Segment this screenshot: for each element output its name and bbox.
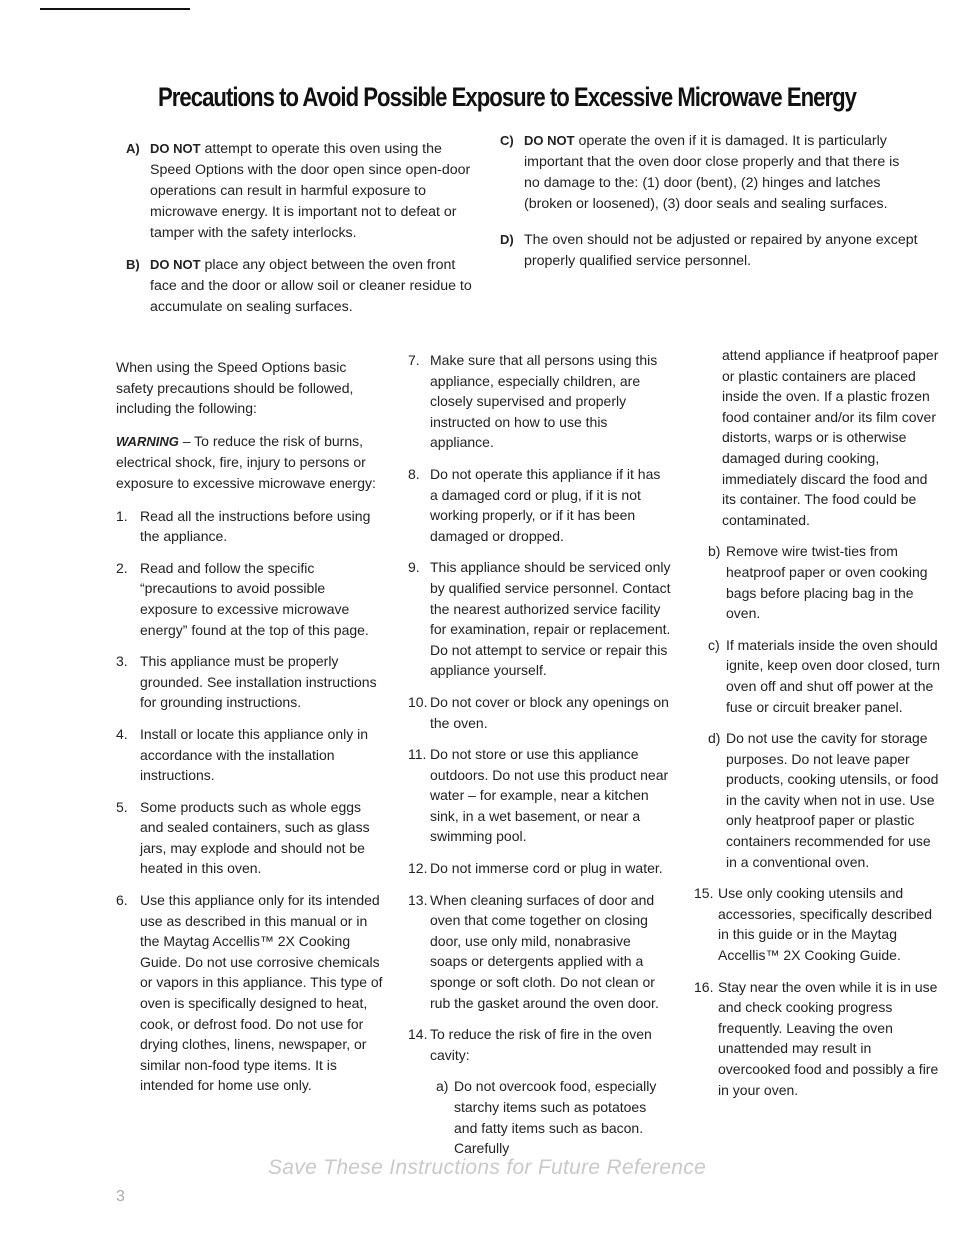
list-item: [694, 977, 944, 1101]
precautions-left: [126, 138, 486, 328]
sub-letter: c): [708, 636, 720, 653]
sub-letter: a): [436, 1078, 449, 1095]
item-text: To reduce the risk of fire in the oven cavity:: [430, 1026, 652, 1063]
list-item: [408, 1024, 672, 1065]
warning-label: WARNING: [116, 433, 179, 449]
precaution-text: attempt to operate this oven using the Speed Options with the door open since open-door operations can result in harmful exposure to microwave energy. It is important not to defeat or tamper with the safety interlocks.: [150, 141, 471, 241]
item-number: 5.: [116, 798, 128, 815]
sub-text: Do not use the cavity for storage purposes. Do not leave paper products, cooking utensils, or food in the cavity when not in use. Use only heatproof paper or plastic containers recommended for use in a conventional oven.: [726, 730, 939, 870]
item-number: 7.: [408, 352, 420, 368]
item-number: 2.: [116, 559, 128, 576]
precaution-c: [500, 130, 918, 215]
item-number: 9.: [408, 559, 420, 576]
item-text: Read and follow the specific “precautions to avoid possible exposure to excessive microwave energy” found at the top of this page.: [140, 559, 369, 638]
sub-item: [436, 1076, 672, 1158]
item-text: Use only cooking utensils and accessories, specifically described in this guide or in the Maytag Accellis™ 2X Cooking Guide.: [718, 885, 932, 964]
sub-text: If materials inside the oven should ignite, keep oven door closed, turn oven off and shut off power at the fuse or circuit breaker panel.: [726, 636, 941, 715]
item-text: Some products such as whole eggs and sealed containers, such as glass jars, may explode and should not be heated in this oven.: [140, 798, 370, 877]
list-item: [408, 557, 672, 681]
column-1: [116, 357, 384, 1107]
sub-text: Do not overcook food, especially starchy items such as potatoes and fatty items such as bacon. Carefully: [454, 1078, 657, 1157]
item-text: Install or locate this appliance only in accordance with the installation instructions.: [140, 725, 369, 784]
list-item: [408, 744, 672, 847]
item-text: This appliance should be serviced only by qualified service personnel. Contact the nearest authorized service facility for examination, repair or replacement. Do not attempt to service or repair this appliance yourself.: [430, 559, 671, 679]
precaution-label: B): [126, 257, 140, 272]
list-item: [408, 464, 672, 546]
list-item: [116, 506, 384, 547]
item-text: Read all the instructions before using the appliance.: [140, 507, 371, 545]
list-item: [408, 350, 672, 453]
footer-note: Save These Instructions for Future Reference: [268, 1156, 707, 1179]
sub-letter: d): [708, 730, 721, 747]
list-item: [408, 890, 672, 1014]
precautions-right: [500, 130, 918, 282]
item-text: Do not operate this appliance if it has a damaged cord or plug, if it is not working properly, or if it has been damaged or dropped.: [430, 465, 661, 544]
list-item: [408, 858, 672, 879]
item-number: 14.: [408, 1026, 428, 1043]
do-not-label: DO NOT: [150, 141, 201, 156]
page-title: Precautions to Avoid Possible Exposure to Excessive Microwave Energy: [158, 82, 857, 112]
list-item: [408, 692, 672, 733]
item-number: 4.: [116, 725, 128, 742]
precaution-d: [500, 229, 918, 272]
precaution-text: The oven should not be adjusted or repaired by anyone except properly qualified service personnel.: [524, 232, 918, 269]
item-number: 8.: [408, 465, 420, 482]
item-number: 1.: [116, 507, 128, 524]
item-text: Stay near the oven while it is in use and check cooking progress frequently. Leaving the oven unattended may result in overcooked food and possibly a fire in your oven.: [718, 978, 939, 1098]
item-text: Use this appliance only for its intended use as described in this manual or in the Maytag Accellis™ 2X Cooking Guide. Do not use corrosive chemicals or vapors in this appliance. This type of oven is specifically designed to heat, cook, or defrost food. Do not use for drying clothes, linens, newspaper, or similar non-food type items. It is intended for home use only.: [140, 892, 383, 1094]
list-item: [116, 651, 384, 713]
precaution-label: C): [500, 133, 514, 148]
item-text: When cleaning surfaces of door and oven that come together on closing door, use only mild, nonabrasive soaps or detergents applied with a sponge or soft cloth. Do not clean or rub the gasket around the oven door.: [430, 891, 659, 1011]
item-number: 16.: [694, 978, 714, 995]
warning-text: – To reduce the risk of burns, electrical shock, fire, injury to persons or exposure to excessive microwave energy:: [116, 432, 376, 491]
sub-text: Remove wire twist-ties from heatproof paper or oven cooking bags before placing bag in the oven.: [726, 543, 928, 622]
item-number: 10.: [408, 693, 428, 710]
item-number: 15.: [694, 885, 714, 902]
precaution-b: [126, 254, 486, 318]
warning-paragraph: [116, 431, 384, 494]
list-item: [116, 797, 384, 879]
top-rule: [40, 8, 190, 10]
item-number: 12.: [408, 860, 428, 877]
item-text: This appliance must be properly grounded. See installation instructions for grounding instructions.: [140, 653, 377, 711]
precaution-text: operate the oven if it is damaged. It is particularly important that the oven door close properly and that there is no damage to the: (1) door (bent), (2) hinges and latches (broken or loosened), (3) door seals and sealing surfaces.: [524, 133, 900, 212]
precaution-a: [126, 138, 486, 244]
sub-item: [708, 635, 944, 717]
item-number: 13.: [408, 891, 428, 908]
sub-item: [708, 728, 944, 872]
item-text: Make sure that all persons using this appliance, especially children, are closely supervised and properly instructed on how to use this appliance.: [430, 352, 658, 451]
item-text: Do not immerse cord or plug in water.: [430, 860, 663, 877]
do-not-label: DO NOT: [524, 133, 575, 148]
list-item: [116, 558, 384, 640]
column-2: [408, 350, 672, 1170]
precaution-label: A): [126, 141, 140, 156]
item-number: 6.: [116, 892, 128, 909]
page-number: 3: [116, 1188, 125, 1205]
column-3: [694, 345, 944, 1111]
sub-item: [708, 541, 944, 623]
sub-letter: b): [708, 543, 721, 560]
precaution-label: D): [500, 232, 514, 247]
sub-item-continued: attend appliance if heatproof paper or plastic containers are placed inside the oven. If a plastic frozen food container and/or its film cover distorts, warps or is otherwise damaged during cooking, immediately discard the food and its container. The food could be contaminated.: [722, 347, 939, 528]
intro-text: When using the Speed Options basic safety precautions should be followed, including the following:: [116, 359, 354, 417]
item-number: 3.: [116, 653, 128, 670]
item-text: Do not cover or block any openings on the oven.: [430, 693, 669, 731]
do-not-label: DO NOT: [150, 257, 201, 272]
list-item: [116, 890, 384, 1096]
list-item: [116, 724, 384, 786]
precaution-text: place any object between the oven front face and the door or allow soil or cleaner residue to accumulate on sealing surfaces.: [150, 257, 472, 315]
item-text: Do not store or use this appliance outdoors. Do not use this product near water – for example, near a kitchen sink, in a wet basement, or near a swimming pool.: [430, 746, 669, 845]
list-item: [694, 883, 944, 965]
item-number: 11.: [408, 746, 427, 763]
